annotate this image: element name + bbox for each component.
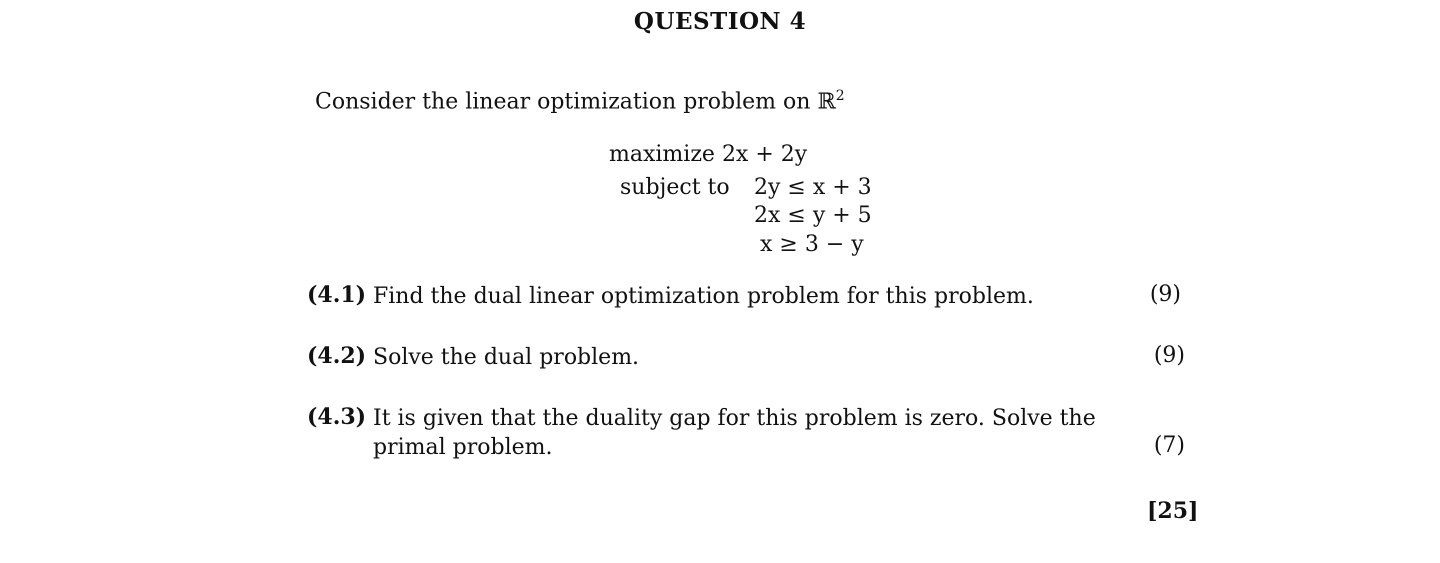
- question-number: (4.2): [307, 343, 367, 369]
- question-number: (4.1): [307, 282, 367, 308]
- question-number: (4.3): [307, 404, 367, 430]
- constraint-1: 2y ≤ x + 3: [754, 175, 872, 200]
- question-marks: (9): [1149, 282, 1181, 307]
- intro-exponent: 2: [835, 88, 845, 104]
- question-text: Find the dual linear optimization problem for this problem.: [373, 284, 1034, 309]
- question-title: QUESTION 4: [633, 8, 807, 35]
- objective-line: [609, 142, 807, 167]
- intro-field-symbol: ℝ: [817, 89, 836, 115]
- intro-paragraph: [315, 88, 845, 114]
- question-text: Solve the dual problem.: [373, 345, 640, 370]
- question-marks: (7): [1153, 433, 1185, 458]
- constraint-2: 2x ≤ y + 5: [754, 203, 872, 228]
- objective-expression: 2x + 2y: [721, 142, 808, 167]
- question-marks: (9): [1153, 343, 1185, 368]
- total-marks: [25]: [1147, 498, 1199, 524]
- subject-to-label: subject to: [620, 175, 730, 200]
- question-text: It is given that the duality gap for this problem is zero. Solve the primal problem.: [373, 406, 1096, 460]
- objective-keyword: maximize: [609, 142, 715, 167]
- constraint-3: x ≥ 3 − y: [760, 232, 864, 257]
- intro-text: Consider the linear optimization problem on: [315, 89, 818, 115]
